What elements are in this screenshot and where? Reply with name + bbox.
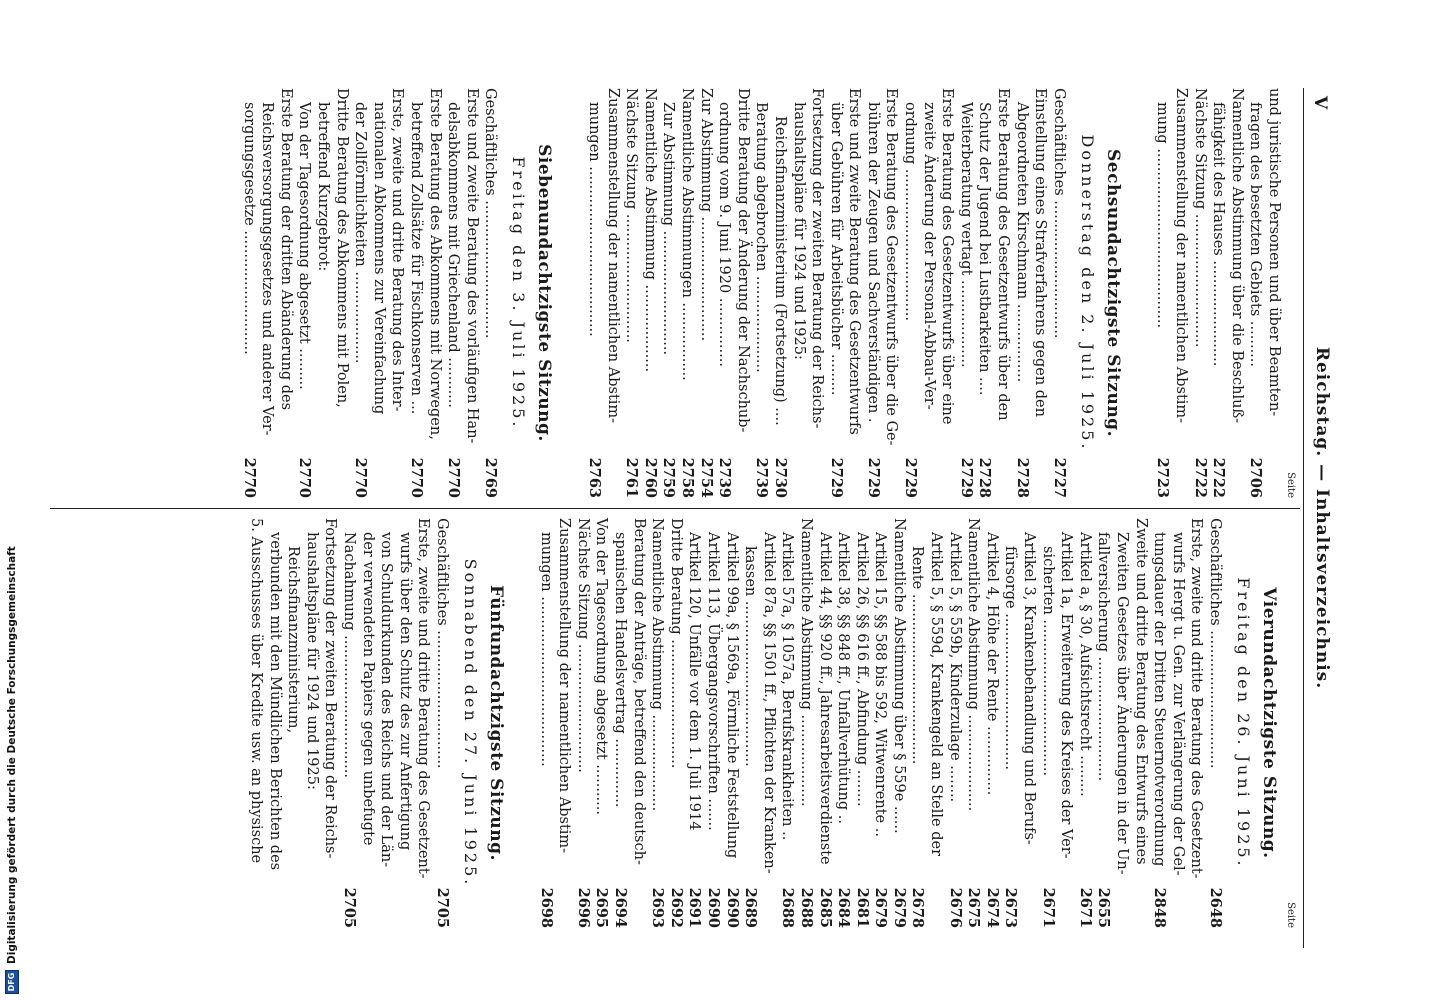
entry-text: der verwendeten Papiers gegen unbefugte [359,532,376,846]
toc-entry [778,518,797,928]
entry-text: Erste, zweite und dritte Beratung des Gesetzent- [1188,518,1205,879]
entry-text: über Gebühren für Arbeitsbücher ......... [827,102,844,396]
toc-entry [845,88,864,498]
entry-text: Erste und zweite Beratung des vorläufigen Han- [463,88,480,444]
toc-entry [351,88,370,498]
entry-text: Reichsfinanzministerium (Fortsetzung) .... [771,116,788,426]
toc-entry [659,88,678,498]
toc-entry [432,518,451,928]
toc-entry [945,518,964,928]
toc-entry [677,88,696,498]
entry-text: tungsdauer der Dritten Steuernotverordnung [1151,532,1168,867]
toc-entry [358,518,377,928]
entry-text: Artikel 38, §§ 848 ff., Unfallverhütung .. [835,532,852,824]
entry-text: Geschäftliches .............................. [1207,518,1223,769]
entry-text: Erste, zweite und dritte Beratung des Inter- [389,88,406,412]
entry-page-number: 2739 [716,457,734,498]
toc-entry [321,518,340,928]
entry-text: verbunden mit den Mündlichen Berichten des [266,532,283,871]
left-column [56,88,1296,498]
entry-text: sorgungsgesetze ........................... [240,102,257,355]
entry-page-number: 2729 [957,457,975,498]
entry-page-number: 2671 [1039,887,1057,928]
entry-page-number: 2754 [697,457,715,498]
toc-entry [265,518,284,928]
entry-text: Artikel 15, §§ 588 bis 592, Witwenrente .. [872,532,889,837]
entry-page-number: 2695 [593,887,611,928]
toc-entry [239,88,258,498]
entry-page-number: 2688 [797,887,815,928]
toc-entry [715,88,734,498]
entry-text: von Schuldurkunden des Reichs und der Län- [378,532,395,868]
toc-entry [982,518,1001,928]
toc-entry [388,88,407,498]
toc-entry [1153,88,1172,498]
toc-entry [964,518,983,928]
entry-page-number: 2681 [853,887,871,928]
toc-entry [462,88,481,498]
toc-entry [1057,518,1076,928]
toc-entry [584,88,603,498]
toc-entry [444,88,463,498]
entry-text: Dritte Beratung des Abkommens mit Polen, [333,88,350,408]
seite-label: Seite [1285,902,1296,928]
toc-entry [629,518,648,928]
toc-entry [1187,518,1206,928]
entry-text: Dritte Beratung der Änderung der Nachschub- [734,88,751,433]
toc-entry [276,88,295,498]
toc-entry [808,88,827,498]
toc-entry [1075,518,1094,928]
toc-entry [369,88,388,498]
continued-entries [1153,88,1283,498]
toc-entry [826,88,845,498]
toc-entry [919,88,938,498]
toc-entry [313,88,332,498]
entry-text: Artikel a, § 30, Aufsichtsrecht ......... [1076,532,1093,797]
entry-page-number: 2769 [482,457,500,498]
entry-text: fallversicherung ........................... [1095,532,1112,782]
toc-entry [1012,88,1031,498]
entry-page-number: 2655 [1095,887,1113,928]
entry-text: und juristische Personen und über Beamten- [1266,88,1282,417]
entry-text: betreffend Zollsätze für Fischkonserven ... [408,102,425,415]
toc-entry [1168,518,1187,928]
entry-text: 5. Ausschusses über Kredite usw. an physische [248,518,265,864]
entry-page-number: 2684 [835,887,853,928]
entry-page-number: 2730 [771,457,789,498]
entry-text: Geschäftliches .............................. [482,88,499,339]
entry-page-number: 2679 [872,887,890,928]
entry-text: Schutz der Jugend bei Lustbarkeiten .... [976,102,993,396]
entry-text: Zusammenstellung der namentlichen Abstim- [556,518,573,854]
toc-entry [406,88,425,498]
entry-text: Artikel 113, Übergangsvorschriften ....... [704,532,721,831]
session-entries [536,518,1224,928]
toc-entry [703,518,722,928]
toc-entry [741,518,760,928]
entry-page-number: 2693 [649,887,667,928]
entry-text: Artikel 1a, Erweiterung des Kreises der Ver- [1058,532,1075,859]
entry-text: Fortsetzung der zweiten Beratung der Reichs- [322,518,339,859]
entry-page-number: 2758 [678,457,696,498]
toc-entry [796,518,815,928]
entry-page-number: 2705 [341,887,359,928]
toc-entry [956,88,975,498]
entry-page-number: 2770 [445,457,463,498]
entry-page-number: 2770 [240,457,258,498]
running-header [1303,88,1340,948]
entry-text: Rente ..................................... [909,546,926,765]
toc-entry [1049,88,1068,498]
entry-text: Artikel 87a, §§ 1501 ff., Pflichten der Kranken- [760,532,777,874]
toc-entry [536,518,555,928]
toc-entry [882,88,901,498]
entry-text: Weiterberatung vertagt ................... [957,102,974,368]
entry-page-number: 2723 [1154,457,1172,498]
entry-text: Namentliche Abstimmung ................... [641,88,658,373]
toc-entry [770,88,789,498]
entry-text: haushaltspläne für 1924 und 1925: [790,102,807,360]
toc-entry [1038,518,1057,928]
toc-entry [789,88,808,498]
entry-text: kassen .................................... [742,546,759,767]
entry-text: Zusammenstellung der namentlichen Abstim- [604,88,621,424]
toc-entry [592,518,611,928]
entry-page-number: 2722 [1191,457,1209,498]
entry-text: Erste, zweite und dritte Beratung des Gesetzent- [415,518,432,879]
toc-entry [603,88,622,498]
entry-page-number: 2727 [1050,457,1068,498]
toc-entry [852,518,871,928]
entry-text: Erste Beratung des Gesetzentwurfs über den [995,88,1012,421]
entry-text: Dritte Beratung ............................ [667,518,684,769]
entry-text: Nächste Sitzung ............................ [623,88,640,343]
toc-entry [1205,518,1224,928]
toc-entry [927,518,946,928]
entry-page-number: 2760 [641,457,659,498]
toc-entry [993,88,1012,498]
entry-text: zweite Änderung der Personal-Abbau-Ver- [920,102,937,410]
session-title: Vierundachtzigste Sitzung. [1259,587,1279,859]
entry-page-number: 2678 [909,887,927,928]
rotated-page-content [40,88,1340,948]
entry-page-number: 2673 [1002,887,1020,928]
entry-page-number: 2689 [742,887,760,928]
entry-text: wurfs über den Schutz des zur Anfertigung [396,532,413,851]
toc-entry [295,88,314,498]
entry-text: Einstellung eines Strafverfahrens gegen den [1032,88,1049,417]
entry-page-number: 2759 [660,457,678,498]
entry-text: Artikel 5, § 559b, Kinderzulage ........ [946,532,963,803]
entry-text: Fortsetzung der zweiten Beratung der Reichs- [809,88,826,429]
entry-page-number: 2648 [1207,887,1224,928]
entry-text: Zweite und dritte Beratung des Entwurfs eines [1132,518,1149,865]
entry-page-number: 2728 [1013,457,1031,498]
toc-entry [938,88,957,498]
toc-entry [889,518,908,928]
toc-entry [395,518,414,928]
toc-entry [555,518,574,928]
toc-entry [1150,518,1169,928]
entry-text: Zusammenstellung der namentlichen Abstim- [1173,88,1190,424]
entry-text: Artikel 120, Unfälle vor dem 1. Juli 1914 [686,532,703,831]
dfg-logo: DFG [5,970,19,994]
entry-text: Artikel 99a, § 1569a, Förmliche Feststellung [723,532,740,859]
entry-text: Artikel 57a, § 1057a, Berufskrankheiten .. [779,532,796,841]
toc-entry [1209,88,1228,498]
toc-entry [901,88,920,498]
entry-page-number: 2685 [816,887,834,928]
header-title: Reichstag. — Inhaltsverzeichnis. [1312,346,1332,690]
entry-page-number: 2690 [723,887,741,928]
toc-entry [377,518,396,928]
entry-page-number: 2674 [983,887,1001,928]
toc-entry [640,88,659,498]
entry-text: ordnung ................................. [902,102,919,321]
entry-page-number: 2692 [667,887,685,928]
entry-text: Artikel 44, §§ 920 ff., Jahresarbeitsverdienste [816,532,833,865]
entry-text: Von der Tagesordnung abgesetzt ........... [593,518,610,815]
entry-text: haushaltspläne für 1924 und 1925: [303,532,320,790]
toc-entry [573,518,592,928]
entry-text: delsabkommens mit Griechenland ........... [445,102,462,409]
entry-text: Namentliche Abstimmung über die Beschluß- [1228,88,1245,424]
session-date: Donnerstag den 2. Juli 1925. [1077,134,1097,452]
toc-entry [1246,88,1265,498]
entry-text: Erste Beratung des Gesetzentwurfs über eine [939,88,956,425]
toc-entry [685,518,704,928]
toc-entry [975,88,994,498]
toc-entry [481,88,500,498]
entry-text: Namentliche Abstimmung ..................... [965,518,982,812]
toc-entry [834,518,853,928]
entry-text: fragen des besetzten Gebiets .......... [1247,102,1264,368]
entry-text: bühren der Zeugen und Sachverständigen . [864,102,881,423]
session-date: Freitag den 26. Juni 1925. [1234,577,1253,869]
entry-text: Artikel 3, Krankenbehandlung und Berufs- [1021,532,1038,845]
session-date: Freitag den 3. Juli 1925. [509,156,529,430]
entry-page-number: 2690 [704,887,722,928]
entry-page-number: 2694 [612,887,629,928]
toc-entry [284,518,303,928]
toc-entry [752,88,771,498]
entry-text: Nächste Sitzung ............................ [574,518,591,773]
entry-text: Geschäftliches .............................. [1050,88,1067,339]
entry-text: Artikel 4, Höhe der Rente ............... [983,532,1000,796]
entry-page-number: 2675 [965,887,983,928]
entry-text: Abgeordneten Kirschmann ................. [1013,102,1030,383]
toc-entry [871,518,890,928]
entry-text: Reichsfinanzministerium, [285,546,302,734]
session-date: Sonnabend den 27. Juni 1925. [461,558,481,888]
entry-text: Erste Beratung des Gesetzentwurfs über die Ge- [883,88,900,446]
toc-entry [1019,518,1038,928]
toc-entry [863,88,882,498]
entry-text: Beratung abgebrochen ..................... [753,102,770,373]
entry-text: Geschäftliches .............................. [434,518,451,769]
entry-page-number: 2728 [976,457,994,498]
toc-entry [339,518,358,928]
entry-page-number: 2729 [864,457,882,498]
toc-entry [1001,518,1020,928]
entry-text: Nachahmung ............................... [341,532,358,778]
column-rule [50,508,1300,509]
entry-page-number: 2671 [1076,887,1094,928]
entry-text: Beratung der Anträge, betreffend den deutsch- [630,518,647,865]
toc-entry [1112,518,1131,928]
entry-text: fürsorge .................................. [1002,546,1019,770]
entry-text: ordnung vom 9. Juni 1920 ............... [716,102,733,367]
toc-entry [1171,88,1190,498]
toc-entry [425,88,444,498]
toc-entry [759,518,778,928]
entry-text: Zur Abstimmung ........................... [660,102,677,356]
toc-entry [1227,88,1246,498]
entry-text: Erste und zweite Beratung des Gesetzentwurfs [846,88,863,435]
toc-entry [722,518,741,928]
entry-text: mungen ..................................... [586,102,602,337]
toc-entry [302,518,321,928]
entry-page-number: 2763 [586,457,603,498]
toc-entry [1190,88,1209,498]
entry-text: mung ....................................... [1154,102,1171,329]
toc-entry [332,88,351,498]
entry-text: betreffend Kurzgebrot: [315,102,332,272]
entry-page-number: 2729 [902,457,920,498]
toc-entry [622,88,641,498]
session-title: Siebenundachtzigste Sitzung. [534,144,555,442]
entry-text: Namentliche Abstimmungen ................. [678,88,695,381]
entry-text: Zweiten Gesetzes über Änderungen in der Un- [1114,532,1131,875]
entry-text: Erste Beratung der dritten Abänderung des [277,88,294,411]
entry-text: Namentliche Abstimmung ..................... [649,518,666,812]
toc-entry [648,518,667,928]
digitization-credit [4,4,20,994]
toc-entry [247,518,266,928]
entry-page-number: 2676 [946,887,964,928]
session-entries [247,518,452,928]
entry-page-number: 2691 [686,887,704,928]
credit-text: Digitalisierung gefördert durch die Deutsche Forschungsgemeinschaft [6,546,18,964]
entry-page-number: 2770 [352,457,370,498]
entry-text: Artikel 5, § 559d, Krankengeld an Stelle der [928,532,945,856]
toc-entry [696,88,715,498]
toc-entry [1131,518,1150,928]
toc-entry [414,518,433,928]
seite-label: Seite [1285,472,1296,498]
toc-entry [1031,88,1050,498]
entry-page-number: 2729 [827,457,845,498]
toc-entry [610,518,629,928]
entry-text: sicherten .................................. [1039,546,1056,777]
entry-text: Namentliche Abstimmung .................... [797,518,814,807]
right-column [56,518,1296,928]
entry-page-number: 2688 [779,887,797,928]
entry-text: Artikel 26, §§ 616 ff., Abfindung ........ [853,532,870,807]
session-title: Sechsundachtzigste Sitzung. [1102,149,1123,437]
toc-entry [666,518,685,928]
entry-page-number: 2848 [1151,887,1169,928]
entry-text: nationalen Abkommens zur Vereinfachung [370,102,387,415]
toc-entry [815,518,834,928]
entry-text: wurfs Hergt u. Gen. zur Verlängerung der Gel- [1169,532,1186,876]
entry-text: fähigkeit des Hauses ....................... [1210,102,1227,367]
toc-entry [908,518,927,928]
entry-page-number: 2722 [1210,457,1228,498]
session-entries [584,88,1067,498]
entry-page-number: 2739 [753,457,771,498]
toc-entry [258,88,277,498]
entry-page-number: 2705 [434,887,452,928]
toc-entry [1264,88,1283,498]
session-title: Fünfundachtzigste Sitzung. [486,585,507,861]
entry-text: spanischen Handelsvertrag ............... [612,532,628,808]
entry-text: Nächste Sitzung ............................. [1191,88,1208,348]
toc-entry [1094,518,1113,928]
session-entries [239,88,499,498]
entry-page-number: 2698 [537,887,555,928]
entry-page-number: 2770 [408,457,426,498]
entry-page-number: 2770 [296,457,314,498]
entry-text: Zur Abstimmung ........................... [697,88,714,342]
entry-text: Reichsversorgungsgesetzes und anderer Ver- [259,102,276,436]
entry-page-number: 2761 [623,457,641,498]
entry-text: mungen ..................................... [537,532,554,767]
toc-entry [733,88,752,498]
entry-text: der Zollförmlichkeiten .................... [352,102,369,364]
entry-text: Erste Beratung des Abkommens mit Norwegen, [426,88,443,440]
entry-page-number: 2679 [890,887,908,928]
entry-text: Von der Tagesordnung abgesetzt ......... [296,102,313,390]
page-folio: V [1310,96,1330,110]
entry-page-number: 2696 [574,887,592,928]
entry-page-number: 2706 [1247,457,1265,498]
entry-text: Namentliche Abstimmung über § 559e ...... [890,518,907,834]
